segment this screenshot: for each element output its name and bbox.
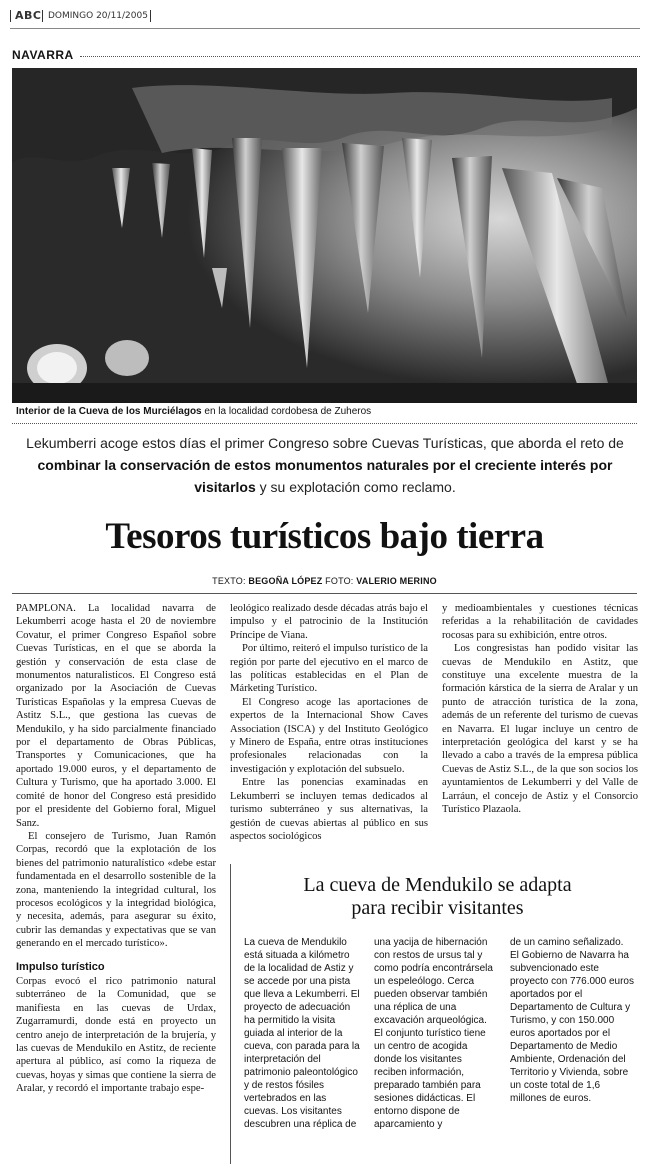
article-column-1 — [16, 602, 216, 1162]
box-paragraph: de un camino señalizado. — [510, 937, 624, 948]
article-paragraph: El consejero de Turismo, Juan Ramón Corpas, recordó que la explotación de los bienes del patrimonio naturalístico «debe estar fundamentada en el desarrollo sostenible de la zona, manteniendo la integridad cultural, los procesos ecológicos y la integridad biológica, y necesita, además, para asegurar su éxito, cubrir las demandas y expectativas que se van generando en el mercado turístico». — [16, 830, 216, 950]
lede-bold: combinar la conservación de estos monumentos naturales por el creciente interés por visitarlos — [37, 457, 613, 495]
page-header — [10, 8, 640, 28]
subheading: Impulso turístico — [16, 960, 105, 973]
article-paragraph: Corpas evocó el rico patrimonio natural subterráneo de la Comunidad, que se manifiesta en las cuevas de Urdax, Zugarramurdi, donde está en proyecto un centro anejo de interpretación de la brujería, y las cuevas de Mendukilo en Astitz, de reciente apertura al público, así como la riqueza de cuevas, hoyas y simas que contiene la sierra de Aralar, y recordó el importante trabajo espe- — [16, 975, 216, 1095]
byline — [12, 576, 637, 586]
box-paragraph: El Gobierno de Navarra ha subvencionado este proyecto con 776.000 euros aportados por el Departamento de Cultura y Turismo, y con 150.000 euros aportados por el Departamento de Medio Ambiente, Ordenación del Territorio y Vivienda, sobre un coste total de 1,6 millones de euros. — [510, 950, 634, 1104]
byline-rule — [12, 593, 637, 594]
box-title-line2: para recibir visitantes — [351, 897, 524, 919]
article-paragraph: El Congreso acoge las aportaciones de expertos de la Internacional Show Caves Association (ISCA) y del Instituto Geológico y Minero de España, entre otras instituciones profesionales relacionadas con la investigación y explotación del subsuelo. — [230, 696, 428, 775]
article-paragraph: Por último, reiteró el impulso turístico de la región por parte del ejecutivo en el marco de las políticas establecidas en el Plan de Márketing Turístico. — [230, 643, 428, 695]
section-rule — [80, 56, 640, 57]
photo-caption — [16, 406, 636, 417]
box-paragraph: una yacija de hibernación con restos de ursus tal y como podría encontrársela un espeleólogo. Cerca pueden observar también una réplica de una excavación arqueológica. El conjunto turístico tiene un centro de acogida donde los visitantes reciben información, preparado también para sesiones didácticas. El entorno dispone de aparcamiento y — [374, 937, 493, 1130]
byline-author: BEGOÑA LÓPEZ — [248, 576, 323, 586]
lede-part1: Lekumberri acoge estos días el primer Congreso sobre Cuevas Turísticas, que aborda el reto de — [26, 435, 624, 451]
caption-rest: en la localidad cordobesa de Zuheros — [201, 406, 372, 417]
article-paragraph: Los congresistas han podido visitar las cuevas de Mendukilo en Astitz, que constituye una excelente muestra de la formación kárstica de la sierra de Aralar y un punto de atracción turística de la zona, además de un referente del turismo de cuevas en Navarra. El lugar incluye un centro de interpretación geológica del karst y se ha llevado a cabo a través de la empresa pública Cuevas de Astiz S.L., de la que son socios los ayuntamientos de Lekumberri y del Valle de Larráun, el concejo de Astiz y el Consorcio Turístico Plazaola. — [442, 643, 638, 816]
lede-part2: y su explotación como reclamo. — [255, 479, 456, 495]
issue-date: DOMINGO 20/11/2005 — [48, 11, 148, 21]
box-title — [240, 874, 635, 920]
article-column-2 — [230, 602, 428, 857]
header-rule — [10, 28, 640, 29]
article-paragraph: leológico realizado desde décadas atrás bajo el impulso y el patrocinio de la Institución Príncipe de Viana. — [230, 603, 428, 641]
newspaper-brand: ABC — [15, 9, 42, 22]
lede — [18, 432, 632, 498]
caption-rule — [12, 423, 637, 424]
byline-foto-label: FOTO: — [322, 576, 357, 586]
box-column-3 — [510, 936, 634, 1161]
byline-photographer: VALERIO MERINO — [356, 576, 437, 586]
article-column-3 — [442, 602, 638, 857]
headline: Tesoros turísticos bajo tierra — [105, 516, 544, 557]
article-paragraph: Entre las ponencias examinadas en Lekumberri se incluyen temas dedicados al turismo subterráneo y sus alternativas, la gestión de cuevas abiertas al público en sus aspectos sociológicos — [230, 777, 428, 842]
caption-bold: Interior de la Cueva de los Murciélagos — [16, 406, 202, 417]
box-title-line1: La cueva de Mendukilo se adapta — [303, 874, 572, 896]
byline-texto-label: TEXTO: — [212, 576, 249, 586]
section-label: NAVARRA — [12, 48, 74, 62]
box-column-1 — [244, 936, 362, 1161]
box-paragraph: La cueva de Mendukilo está situada a kilómetro de la localidad de Astiz y se accede por una pista que lleva a Lekumberri. El proyecto de adecuación ha permitido la visita guiada al interior de la cueva, con parada para la interpretación del patrimonio paleontológico y de restos fósiles vertebrados en las cuevas. Los visitantes descubren una réplica de — [244, 937, 360, 1130]
article-paragraph: y medioambientales y cuestiones técnicas referidas a la rehabilitación de cavidades rocosas para su exhibición, entre otros. — [442, 603, 638, 641]
article-paragraph: PAMPLONA. La localidad navarra de Lekumberri acoge hasta el 20 de noviembre Covatur, el primer Congreso Español sobre Cuevas Turísticas, en el que se aborda la gestión y conservación de esta clase de monumentos naturalisticos. El Congreso está organizado por la Asociación de Cuevas Turísticas Españolas y la empresa Cuevas de Astitz S.L., que gestiona las cuevas de Mendukilo, y ha sido parcialmente financiado por el departamento de Obras Públicas, Transportes y Comunicaciones, que ha aportado 19.000 euros, y el departamento de Cultura y Turismo, que ha aportado 3.000. El comité de honor del Congreso está presidido por el presidente del Gobierno foral, Miguel Sanz. — [16, 603, 216, 829]
cave-photo — [12, 68, 637, 403]
box-column-2 — [374, 936, 496, 1161]
box-border — [230, 864, 232, 1164]
